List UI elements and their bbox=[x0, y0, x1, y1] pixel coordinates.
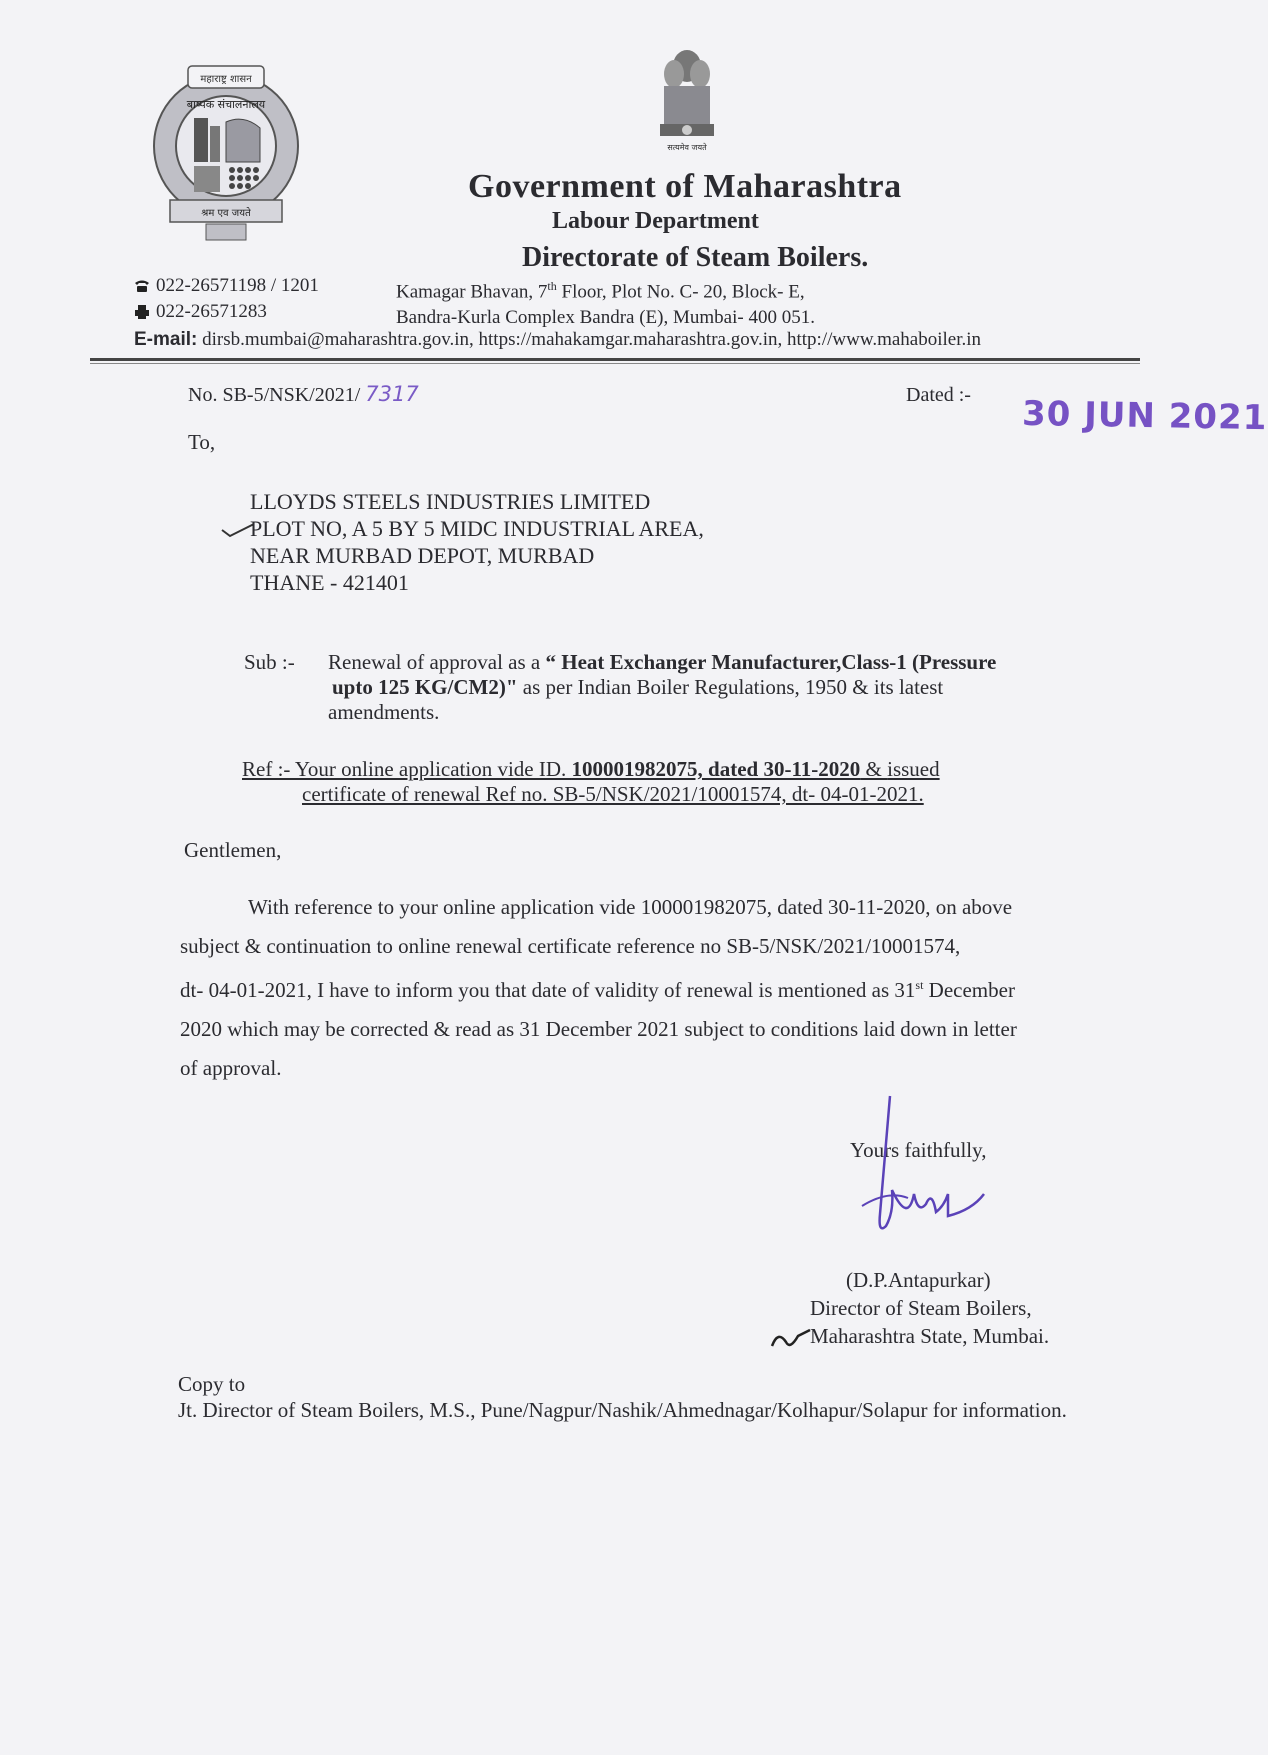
logo-ring-text: बाष्पक संचालनालय bbox=[186, 98, 266, 111]
header-divider bbox=[90, 358, 1140, 361]
recipient-line: THANE - 421401 bbox=[250, 570, 409, 595]
email-text: dirsb.mumbai@maharashtra.gov.in, https://mahakamgar.maharashtra.gov.in, http://www.mahaboiler.in bbox=[197, 329, 982, 350]
phone-number: 022-26571198 / 1201 bbox=[156, 275, 319, 296]
header-divider-thin bbox=[90, 363, 1140, 364]
to-label: To, bbox=[188, 430, 216, 454]
closing: Yours faithfully, bbox=[850, 1138, 987, 1162]
date-stamp: 30 JUN 2021 bbox=[1021, 393, 1268, 439]
emblem-motto: सत्यमेव जयते bbox=[667, 143, 707, 152]
recipient-line: NEAR MURBAD DEPOT, MURBAD bbox=[250, 543, 595, 568]
contact-numbers bbox=[134, 273, 319, 325]
address-line-2: Bandra-Kurla Complex Bandra (E), Mumbai- 400 051. bbox=[396, 307, 815, 329]
body-line: 2020 which may be corrected & read as 31 December 2021 subject to conditions laid down in letter bbox=[180, 1017, 1017, 1041]
copy-to-label: Copy to bbox=[178, 1372, 246, 1396]
copy-to-text: Jt. Director of Steam Boilers, M.S., Pune/Nagpur/Nashik/Ahmednagar/Kolhapur/Solapur for information. bbox=[178, 1398, 1067, 1422]
body-line: With reference to your online application vide 100001982075, dated 30-11-2020, on above bbox=[248, 895, 1013, 919]
reference-line-1: Ref :- Your online application vide ID. 100001982075, dated 30-11-2020 & issued bbox=[242, 757, 940, 781]
body-line: of approval. bbox=[180, 1056, 282, 1080]
phone-row bbox=[134, 273, 319, 299]
address-line-1: Kamagar Bhavan, 7th Floor, Plot No. C- 20, Block- E, bbox=[396, 279, 805, 303]
letter-reference-number: No. SB-5/NSK/2021/ 7317 bbox=[188, 382, 419, 406]
email-label: E-mail: bbox=[134, 329, 198, 350]
letter-body bbox=[180, 888, 1146, 1088]
directorate-title: Directorate of Steam Boilers. bbox=[522, 242, 869, 273]
handwritten-number: 7317 bbox=[365, 382, 419, 406]
recipient-address bbox=[250, 488, 704, 596]
fax-row bbox=[134, 299, 319, 325]
logo-top-text: महाराष्ट्र शासन bbox=[200, 74, 252, 85]
signatory-name: (D.P.Antapurkar) bbox=[846, 1268, 991, 1292]
government-title: Government of Maharashtra bbox=[468, 168, 902, 205]
department-title: Labour Department bbox=[552, 208, 759, 234]
reference-line-2: certificate of renewal Ref no. SB-5/NSK/2021/10001574, dt- 04-01-2021. bbox=[302, 782, 924, 806]
logo-banner-text: श्रम एव जयते bbox=[201, 208, 251, 219]
body-line: subject & continuation to online renewal certificate reference no SB-5/NSK/2021/10001574, bbox=[180, 934, 961, 958]
fax-number: 022-26571283 bbox=[156, 301, 267, 322]
email-line bbox=[134, 329, 981, 351]
initial-mark bbox=[768, 1326, 812, 1352]
recipient-line: LLOYDS STEELS INDUSTRIES LIMITED bbox=[250, 489, 651, 514]
body-line: dt- 04-01-2021, I have to inform you that date of validity of renewal is mentioned as 31st December bbox=[180, 978, 1015, 1002]
subject-text: Renewal of approval as a “ Heat Exchanger Manufacturer,Class-1 (Pressure upto 125 KG/CM2)" as per Indian Boiler Regulations, 1950 & its latest amendments. bbox=[328, 650, 997, 724]
telephone-icon bbox=[134, 279, 150, 293]
signatory-place: Maharashtra State, Mumbai. bbox=[810, 1324, 1050, 1348]
directorate-logo bbox=[148, 62, 304, 246]
office-address bbox=[396, 273, 815, 331]
subject-label: Sub :- bbox=[244, 650, 295, 674]
fax-icon bbox=[134, 305, 150, 319]
recipient-line: PLOT NO, A 5 BY 5 MIDC INDUSTRIAL AREA, bbox=[250, 516, 704, 541]
greeting: Gentlemen, bbox=[184, 838, 282, 862]
signatory-title: Director of Steam Boilers, bbox=[810, 1296, 1032, 1320]
signature bbox=[848, 1094, 1008, 1254]
national-emblem bbox=[654, 44, 720, 156]
dated-label: Dated :- bbox=[906, 384, 971, 406]
